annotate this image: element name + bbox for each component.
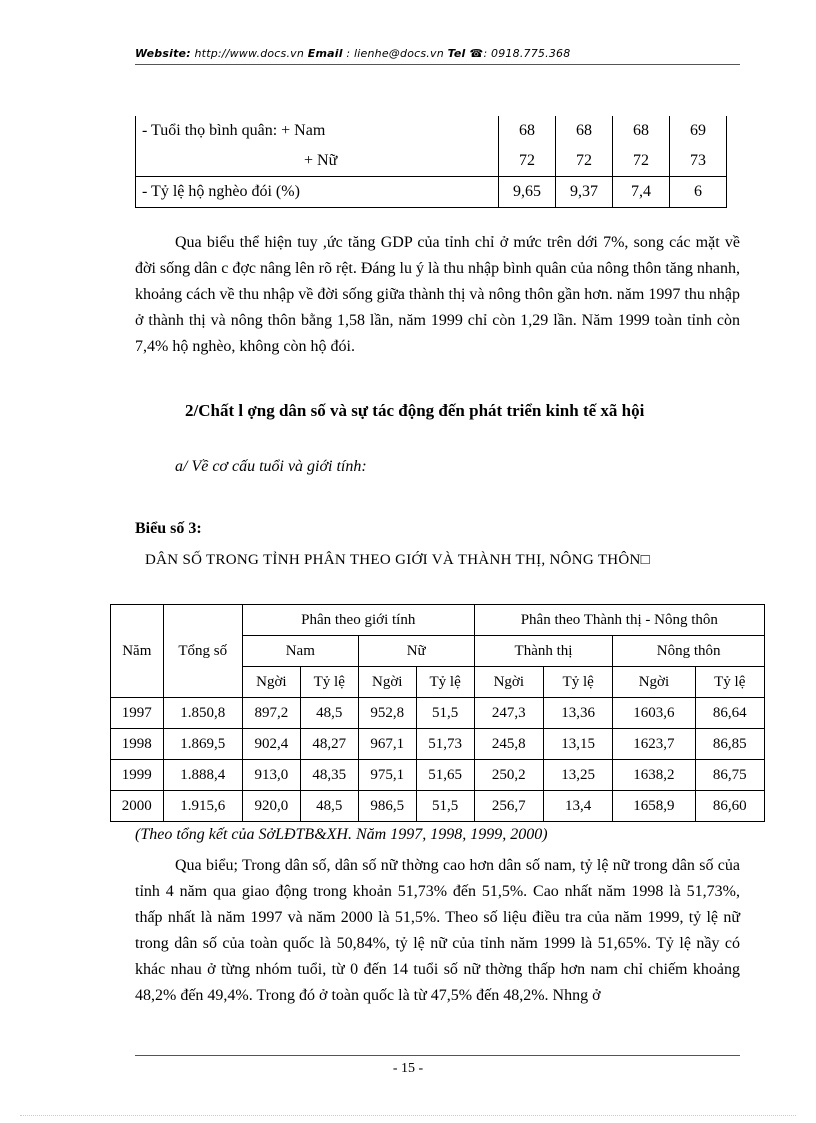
table-cell: 952,8 [358,698,416,729]
table-cell: 68 [613,116,670,146]
table-cell: 86,64 [695,698,765,729]
table-cell: 51,5 [416,791,474,822]
table-row [111,729,765,760]
table-cell: 73 [670,146,727,177]
table-cell: 6 [670,177,727,208]
tel-value: : 0918.775.368 [483,47,571,60]
table-cell: 920,0 [242,791,300,822]
table-cell: 48,35 [300,760,358,791]
column-header-people: Ngời [474,667,543,698]
table-cell: 48,5 [300,698,358,729]
column-header-year: Năm [111,605,164,698]
table-cell: 1999 [111,760,164,791]
table-cell: 51,5 [416,698,474,729]
table-cell: 256,7 [474,791,543,822]
table-cell: 897,2 [242,698,300,729]
column-header-total: Tổng số [163,605,242,698]
column-header-ratio: Tỷ lệ [300,667,358,698]
table-cell: - Tuổi thọ bình quân: + Nam [136,116,499,146]
table-cell: 51,65 [416,760,474,791]
table-cell: 48,27 [300,729,358,760]
paragraph-income: Qua biểu thể hiện tuy ,ức tăng GDP của tỉnh chỉ ở mức trên dới 7%, song các mặt về đời sống dân c đợc nâng lên rõ rệt. Đáng lu ý là thu nhập bình quân của nông thôn tăng nhanh, khoảng cách về thu nhập về đời sống giữa thành thị và nông thôn gần hơn. năm 1997 thu nhập ở thành thị và nông thôn bằng 1,58 lần, năm 1999 chỉ còn 1,29 lần. Năm 1999 toàn tỉnh còn 7,4% hộ nghèo, không còn hộ đói. [135,234,740,355]
table-cell: 86,85 [695,729,765,760]
column-header-people: Ngời [358,667,416,698]
population-table [110,604,765,822]
bottom-border [20,1115,796,1116]
table-cell: 245,8 [474,729,543,760]
subsection-heading: a/ Về cơ cấu tuổi và giới tính: [175,458,367,475]
figure-label: Biểu số 3: [135,520,202,537]
source-note: (Theo tổng kết của SởLĐTB&XH. Năm 1997, 1998, 1999, 2000) [135,826,548,843]
table-cell: 902,4 [242,729,300,760]
table-cell: 86,60 [695,791,765,822]
table-cell: 1623,7 [613,729,695,760]
section-heading: 2/Chất l ợng dân số và sự tác động đến phát triển kinh tế xã hội [185,401,645,420]
table-cell: 13,25 [543,760,612,791]
living-standards-table [135,116,727,208]
table-cell: 1.888,4 [163,760,242,791]
footer-divider [135,1055,740,1056]
table-cell: 913,0 [242,760,300,791]
table-cell: 68 [556,116,613,146]
table-cell: 1.850,8 [163,698,242,729]
table-cell: 1603,6 [613,698,695,729]
table-header-row [111,605,765,636]
table-cell: 1.915,6 [163,791,242,822]
table-cell: + Nữ [136,146,499,177]
page-number: - 15 - [392,1061,424,1076]
table-cell: 72 [499,146,556,177]
table-cell: - Tỷ lệ hộ nghèo đói (%) [136,177,499,208]
column-header-female: Nữ [358,636,474,667]
column-header-people: Ngời [613,667,695,698]
group-header-urban-rural: Phân theo Thành thị - Nông thôn [474,605,764,636]
table-cell: 48,5 [300,791,358,822]
table-row [111,760,765,791]
page-header [135,47,740,60]
column-header-ratio: Tỷ lệ [695,667,765,698]
table-row [136,116,727,146]
table-row [136,177,727,208]
column-header-ratio: Tỷ lệ [416,667,474,698]
table-cell: 72 [613,146,670,177]
column-header-urban: Thành thị [474,636,613,667]
table-cell: 9,65 [499,177,556,208]
table-cell: 13,36 [543,698,612,729]
table-cell: 1638,2 [613,760,695,791]
table-cell: 13,15 [543,729,612,760]
paragraph-gender-ratio: Qua biểu; Trong dân số, dân số nữ thờng cao hơn dân số nam, tỷ lệ nữ trong dân số của tỉnh 4 năm qua giao động trong khoản 51,73% đến 51,5%. Cao nhất năm 1998 là 51,73%, thấp nhất là năm 1997 và năm 2000 là 51,5%. Theo số liệu điều tra của năm 1999, tỷ lệ nữ trong dân số của toàn quốc là 50,84%, tỷ lệ nữ của tỉnh năm 1999 là 51,65%. Tỷ lệ nầy có khác nhau ở từng nhóm tuổi, từ 0 đến 14 tuổi số nữ thờng thấp hơn nam chỉ chiếm khoảng 48,2% đến 49,4%. Trong đó ở toàn quốc là từ 47,5% đến 48,2%. Nhng ở [135,857,740,1004]
table-cell: 986,5 [358,791,416,822]
table-cell: 9,37 [556,177,613,208]
email-value: : lienhe@docs.vn [342,47,448,60]
column-header-rural: Nông thôn [613,636,765,667]
table-cell: 247,3 [474,698,543,729]
table-cell: 68 [499,116,556,146]
table-cell: 72 [556,146,613,177]
table-cell: 1658,9 [613,791,695,822]
table-row [111,698,765,729]
table-cell: 975,1 [358,760,416,791]
figure-title: DÂN SỐ TRONG TỈNH PHÂN THEO GIỚI VÀ THÀNH THỊ, NÔNG THÔN□ [145,552,651,568]
email-label: Email [307,47,343,60]
table-cell: 250,2 [474,760,543,791]
table-cell: 86,75 [695,760,765,791]
website-label: Website: [135,47,191,60]
table-cell: 7,4 [613,177,670,208]
table-row [111,791,765,822]
table-cell: 967,1 [358,729,416,760]
table-cell: 1998 [111,729,164,760]
table-cell: 1997 [111,698,164,729]
table-row [136,146,727,177]
tel-label: Tel ☎ [447,47,484,60]
website-value: http://www.docs.vn [190,47,308,60]
table-cell: 2000 [111,791,164,822]
column-header-male: Nam [242,636,358,667]
column-header-people: Ngời [242,667,300,698]
table-cell: 13,4 [543,791,612,822]
table-cell: 1.869,5 [163,729,242,760]
table-cell: 51,73 [416,729,474,760]
header-divider [135,64,740,65]
table-cell: 69 [670,116,727,146]
group-header-gender: Phân theo giới tính [242,605,474,636]
column-header-ratio: Tỷ lệ [543,667,612,698]
